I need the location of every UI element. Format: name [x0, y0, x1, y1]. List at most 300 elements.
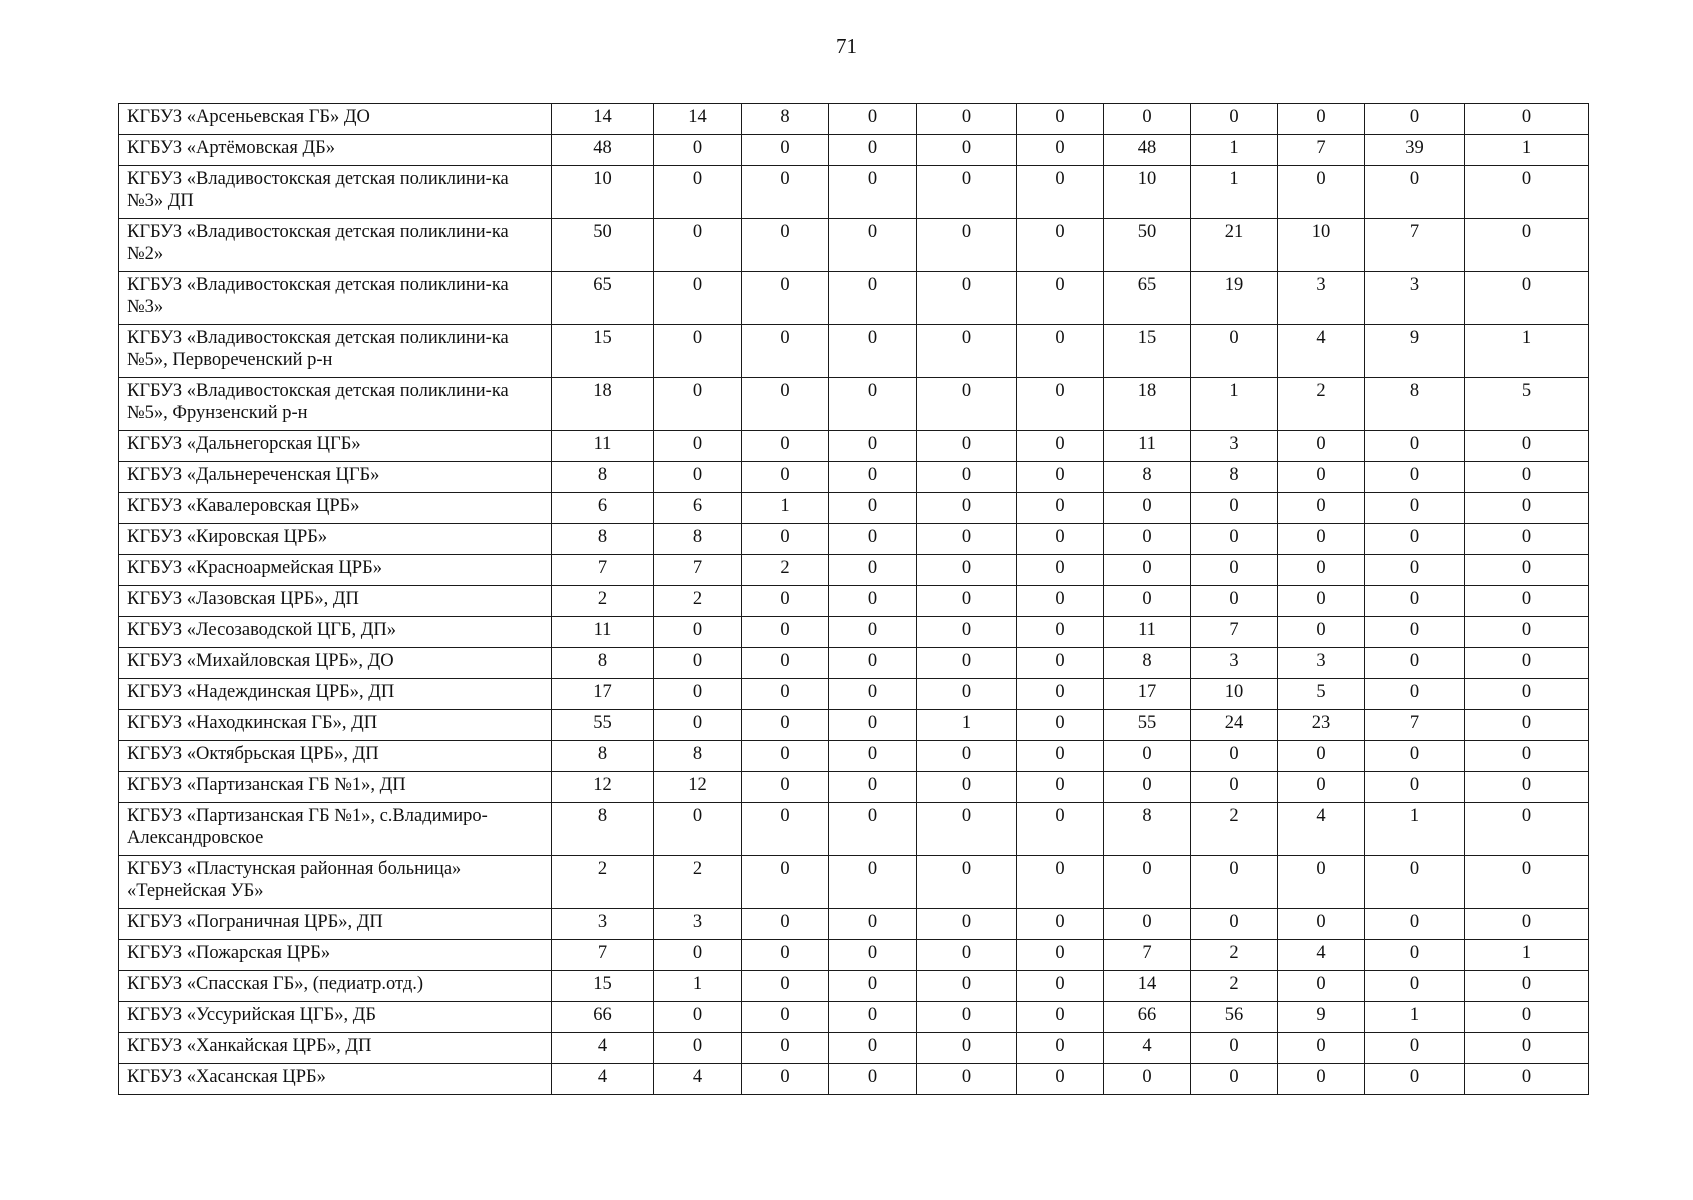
- value-cell-col-11: 0: [1465, 104, 1589, 135]
- value-cell-col-9: 0: [1278, 493, 1365, 524]
- page-number: 71: [836, 34, 857, 58]
- value-cell-col-2: 0: [654, 648, 742, 679]
- value-cell-col-1: 7: [552, 555, 654, 586]
- value-cell-col-11: 0: [1465, 909, 1589, 940]
- value-cell-col-11: 1: [1465, 940, 1589, 971]
- value-cell-col-2: 0: [654, 219, 742, 272]
- value-cell-col-7: 0: [1104, 772, 1191, 803]
- table-row: [119, 648, 1589, 679]
- value-cell-col-4: 0: [829, 219, 917, 272]
- institution-name-cell: КГБУЗ «Дальнереченская ЦГБ»: [119, 462, 552, 493]
- value-cell-col-5: 0: [917, 524, 1017, 555]
- value-cell-col-8: 2: [1191, 940, 1278, 971]
- value-cell-col-4: 0: [829, 648, 917, 679]
- value-cell-col-7: 0: [1104, 909, 1191, 940]
- value-cell-col-4: 0: [829, 135, 917, 166]
- value-cell-col-8: 1: [1191, 378, 1278, 431]
- value-cell-col-7: 0: [1104, 1064, 1191, 1095]
- institution-name-cell: КГБУЗ «Михайловская ЦРБ», ДО: [119, 648, 552, 679]
- table-row: [119, 971, 1589, 1002]
- value-cell-col-2: 2: [654, 586, 742, 617]
- value-cell-col-3: 0: [742, 617, 829, 648]
- value-cell-col-11: 0: [1465, 462, 1589, 493]
- institution-name-cell: КГБУЗ «Пожарская ЦРБ»: [119, 940, 552, 971]
- value-cell-col-11: 0: [1465, 431, 1589, 462]
- value-cell-col-11: 0: [1465, 710, 1589, 741]
- value-cell-col-4: 0: [829, 166, 917, 219]
- value-cell-col-2: 0: [654, 325, 742, 378]
- value-cell-col-6: 0: [1017, 431, 1104, 462]
- value-cell-col-7: 11: [1104, 431, 1191, 462]
- value-cell-col-9: 2: [1278, 378, 1365, 431]
- value-cell-col-1: 55: [552, 710, 654, 741]
- value-cell-col-9: 0: [1278, 524, 1365, 555]
- value-cell-col-11: 1: [1465, 325, 1589, 378]
- value-cell-col-11: 0: [1465, 648, 1589, 679]
- value-cell-col-8: 1: [1191, 166, 1278, 219]
- value-cell-col-7: 66: [1104, 1002, 1191, 1033]
- value-cell-col-2: 3: [654, 909, 742, 940]
- value-cell-col-1: 4: [552, 1064, 654, 1095]
- value-cell-col-6: 0: [1017, 803, 1104, 856]
- table-row: [119, 555, 1589, 586]
- value-cell-col-6: 0: [1017, 555, 1104, 586]
- value-cell-col-8: 19: [1191, 272, 1278, 325]
- value-cell-col-5: 0: [917, 462, 1017, 493]
- value-cell-col-5: 0: [917, 325, 1017, 378]
- value-cell-col-6: 0: [1017, 679, 1104, 710]
- value-cell-col-8: 0: [1191, 856, 1278, 909]
- table-row: [119, 325, 1589, 378]
- value-cell-col-11: 0: [1465, 856, 1589, 909]
- value-cell-col-7: 17: [1104, 679, 1191, 710]
- value-cell-col-6: 0: [1017, 325, 1104, 378]
- value-cell-col-7: 18: [1104, 378, 1191, 431]
- value-cell-col-4: 0: [829, 617, 917, 648]
- table-row: [119, 493, 1589, 524]
- value-cell-col-10: 0: [1365, 1033, 1465, 1064]
- value-cell-col-5: 0: [917, 586, 1017, 617]
- value-cell-col-4: 0: [829, 1002, 917, 1033]
- value-cell-col-9: 0: [1278, 617, 1365, 648]
- value-cell-col-3: 0: [742, 710, 829, 741]
- institution-name-cell: КГБУЗ «Пограничная ЦРБ», ДП: [119, 909, 552, 940]
- value-cell-col-5: 0: [917, 135, 1017, 166]
- value-cell-col-4: 0: [829, 971, 917, 1002]
- institution-name-cell: КГБУЗ «Красноармейская ЦРБ»: [119, 555, 552, 586]
- table-row: [119, 219, 1589, 272]
- value-cell-col-3: 0: [742, 272, 829, 325]
- value-cell-col-8: 8: [1191, 462, 1278, 493]
- table-row: [119, 1002, 1589, 1033]
- table-row: [119, 856, 1589, 909]
- value-cell-col-10: 9: [1365, 325, 1465, 378]
- value-cell-col-10: 0: [1365, 971, 1465, 1002]
- value-cell-col-5: 0: [917, 1064, 1017, 1095]
- value-cell-col-3: 0: [742, 1033, 829, 1064]
- table-row: [119, 166, 1589, 219]
- value-cell-col-6: 0: [1017, 710, 1104, 741]
- value-cell-col-3: 0: [742, 586, 829, 617]
- value-cell-col-1: 2: [552, 856, 654, 909]
- value-cell-col-4: 0: [829, 431, 917, 462]
- value-cell-col-6: 0: [1017, 741, 1104, 772]
- value-cell-col-2: 4: [654, 1064, 742, 1095]
- institution-name-cell: КГБУЗ «Кировская ЦРБ»: [119, 524, 552, 555]
- value-cell-col-5: 0: [917, 493, 1017, 524]
- value-cell-col-7: 48: [1104, 135, 1191, 166]
- value-cell-col-9: 0: [1278, 166, 1365, 219]
- value-cell-col-1: 8: [552, 648, 654, 679]
- value-cell-col-1: 7: [552, 940, 654, 971]
- value-cell-col-3: 0: [742, 524, 829, 555]
- value-cell-col-4: 0: [829, 586, 917, 617]
- value-cell-col-8: 2: [1191, 971, 1278, 1002]
- institution-name-cell: КГБУЗ «Спасская ГБ», (педиатр.отд.): [119, 971, 552, 1002]
- value-cell-col-11: 0: [1465, 617, 1589, 648]
- table-row: [119, 462, 1589, 493]
- value-cell-col-5: 0: [917, 431, 1017, 462]
- value-cell-col-10: 0: [1365, 772, 1465, 803]
- table-row: [119, 679, 1589, 710]
- value-cell-col-5: 0: [917, 166, 1017, 219]
- value-cell-col-8: 3: [1191, 648, 1278, 679]
- value-cell-col-6: 0: [1017, 272, 1104, 325]
- value-cell-col-11: 0: [1465, 272, 1589, 325]
- value-cell-col-1: 8: [552, 524, 654, 555]
- value-cell-col-3: 0: [742, 856, 829, 909]
- value-cell-col-7: 50: [1104, 219, 1191, 272]
- value-cell-col-5: 0: [917, 772, 1017, 803]
- value-cell-col-11: 0: [1465, 493, 1589, 524]
- institution-name-cell: КГБУЗ «Владивостокская детская поликлини-ка №2»: [119, 219, 552, 272]
- value-cell-col-8: 0: [1191, 1033, 1278, 1064]
- value-cell-col-9: 0: [1278, 909, 1365, 940]
- value-cell-col-7: 15: [1104, 325, 1191, 378]
- value-cell-col-2: 8: [654, 524, 742, 555]
- value-cell-col-6: 0: [1017, 1033, 1104, 1064]
- value-cell-col-1: 48: [552, 135, 654, 166]
- institution-name-cell: КГБУЗ «Уссурийская ЦГБ», ДБ: [119, 1002, 552, 1033]
- value-cell-col-6: 0: [1017, 1002, 1104, 1033]
- table-row: [119, 741, 1589, 772]
- institution-name-cell: КГБУЗ «Октябрьская ЦРБ», ДП: [119, 741, 552, 772]
- value-cell-col-5: 0: [917, 1033, 1017, 1064]
- value-cell-col-4: 0: [829, 741, 917, 772]
- value-cell-col-4: 0: [829, 803, 917, 856]
- value-cell-col-9: 3: [1278, 272, 1365, 325]
- value-cell-col-6: 0: [1017, 648, 1104, 679]
- value-cell-col-10: 0: [1365, 462, 1465, 493]
- value-cell-col-6: 0: [1017, 1064, 1104, 1095]
- value-cell-col-6: 0: [1017, 586, 1104, 617]
- value-cell-col-3: 0: [742, 940, 829, 971]
- value-cell-col-8: 7: [1191, 617, 1278, 648]
- value-cell-col-4: 0: [829, 378, 917, 431]
- value-cell-col-2: 0: [654, 166, 742, 219]
- value-cell-col-4: 0: [829, 325, 917, 378]
- value-cell-col-1: 18: [552, 378, 654, 431]
- table-row: [119, 524, 1589, 555]
- value-cell-col-6: 0: [1017, 940, 1104, 971]
- value-cell-col-10: 0: [1365, 555, 1465, 586]
- value-cell-col-10: 0: [1365, 940, 1465, 971]
- value-cell-col-10: 7: [1365, 710, 1465, 741]
- value-cell-col-3: 0: [742, 1002, 829, 1033]
- value-cell-col-11: 0: [1465, 1064, 1589, 1095]
- value-cell-col-5: 0: [917, 971, 1017, 1002]
- value-cell-col-1: 17: [552, 679, 654, 710]
- value-cell-col-3: 0: [742, 803, 829, 856]
- value-cell-col-3: 2: [742, 555, 829, 586]
- institution-name-cell: КГБУЗ «Владивостокская детская поликлини-ка №5», Первореченский р-н: [119, 325, 552, 378]
- value-cell-col-5: 0: [917, 1002, 1017, 1033]
- table-row: [119, 1064, 1589, 1095]
- value-cell-col-3: 0: [742, 909, 829, 940]
- value-cell-col-4: 0: [829, 104, 917, 135]
- value-cell-col-1: 10: [552, 166, 654, 219]
- value-cell-col-9: 0: [1278, 971, 1365, 1002]
- institution-name-cell: КГБУЗ «Владивостокская детская поликлини-ка №5», Фрунзенский р-н: [119, 378, 552, 431]
- value-cell-col-6: 0: [1017, 219, 1104, 272]
- value-cell-col-3: 0: [742, 325, 829, 378]
- value-cell-col-10: 7: [1365, 219, 1465, 272]
- value-cell-col-10: 0: [1365, 741, 1465, 772]
- value-cell-col-9: 0: [1278, 104, 1365, 135]
- value-cell-col-10: 0: [1365, 679, 1465, 710]
- value-cell-col-5: 0: [917, 617, 1017, 648]
- value-cell-col-8: 0: [1191, 493, 1278, 524]
- value-cell-col-11: 0: [1465, 1033, 1589, 1064]
- value-cell-col-1: 4: [552, 1033, 654, 1064]
- value-cell-col-8: 0: [1191, 325, 1278, 378]
- value-cell-col-2: 8: [654, 741, 742, 772]
- value-cell-col-7: 0: [1104, 104, 1191, 135]
- value-cell-col-9: 0: [1278, 1064, 1365, 1095]
- value-cell-col-9: 7: [1278, 135, 1365, 166]
- value-cell-col-10: 0: [1365, 524, 1465, 555]
- value-cell-col-10: 39: [1365, 135, 1465, 166]
- value-cell-col-3: 0: [742, 648, 829, 679]
- value-cell-col-7: 8: [1104, 803, 1191, 856]
- value-cell-col-10: 0: [1365, 104, 1465, 135]
- value-cell-col-1: 3: [552, 909, 654, 940]
- value-cell-col-11: 0: [1465, 772, 1589, 803]
- value-cell-col-2: 0: [654, 378, 742, 431]
- value-cell-col-2: 0: [654, 940, 742, 971]
- value-cell-col-9: 4: [1278, 803, 1365, 856]
- value-cell-col-3: 0: [742, 462, 829, 493]
- value-cell-col-6: 0: [1017, 104, 1104, 135]
- value-cell-col-8: 0: [1191, 586, 1278, 617]
- value-cell-col-8: 24: [1191, 710, 1278, 741]
- institution-name-cell: КГБУЗ «Надеждинская ЦРБ», ДП: [119, 679, 552, 710]
- value-cell-col-5: 0: [917, 378, 1017, 431]
- institution-name-cell: КГБУЗ «Партизанская ГБ №1», ДП: [119, 772, 552, 803]
- value-cell-col-4: 0: [829, 524, 917, 555]
- table-row: [119, 772, 1589, 803]
- value-cell-col-4: 0: [829, 462, 917, 493]
- table-row: [119, 710, 1589, 741]
- institution-name-cell: КГБУЗ «Пластунская районная больница» «Тернейская УБ»: [119, 856, 552, 909]
- value-cell-col-5: 1: [917, 710, 1017, 741]
- institution-name-cell: КГБУЗ «Партизанская ГБ №1», с.Владимиро-Александровское: [119, 803, 552, 856]
- value-cell-col-7: 7: [1104, 940, 1191, 971]
- value-cell-col-2: 1: [654, 971, 742, 1002]
- value-cell-col-6: 0: [1017, 493, 1104, 524]
- value-cell-col-10: 0: [1365, 166, 1465, 219]
- institution-name-cell: КГБУЗ «Хасанская ЦРБ»: [119, 1064, 552, 1095]
- value-cell-col-8: 0: [1191, 104, 1278, 135]
- value-cell-col-2: 0: [654, 1033, 742, 1064]
- value-cell-col-2: 0: [654, 803, 742, 856]
- value-cell-col-6: 0: [1017, 617, 1104, 648]
- value-cell-col-9: 5: [1278, 679, 1365, 710]
- value-cell-col-2: 7: [654, 555, 742, 586]
- institution-name-cell: КГБУЗ «Кавалеровская ЦРБ»: [119, 493, 552, 524]
- value-cell-col-8: 3: [1191, 431, 1278, 462]
- value-cell-col-6: 0: [1017, 166, 1104, 219]
- value-cell-col-1: 12: [552, 772, 654, 803]
- value-cell-col-4: 0: [829, 493, 917, 524]
- value-cell-col-5: 0: [917, 272, 1017, 325]
- value-cell-col-10: 0: [1365, 1064, 1465, 1095]
- value-cell-col-11: 0: [1465, 524, 1589, 555]
- value-cell-col-6: 0: [1017, 856, 1104, 909]
- value-cell-col-8: 0: [1191, 741, 1278, 772]
- table-row: [119, 940, 1589, 971]
- value-cell-col-7: 8: [1104, 462, 1191, 493]
- value-cell-col-8: 10: [1191, 679, 1278, 710]
- value-cell-col-3: 0: [742, 431, 829, 462]
- value-cell-col-11: 0: [1465, 803, 1589, 856]
- table-row: [119, 378, 1589, 431]
- value-cell-col-10: 0: [1365, 586, 1465, 617]
- value-cell-col-3: 0: [742, 1064, 829, 1095]
- value-cell-col-7: 8: [1104, 648, 1191, 679]
- value-cell-col-5: 0: [917, 940, 1017, 971]
- value-cell-col-8: 2: [1191, 803, 1278, 856]
- value-cell-col-2: 14: [654, 104, 742, 135]
- value-cell-col-4: 0: [829, 856, 917, 909]
- institution-name-cell: КГБУЗ «Находкинская ГБ», ДП: [119, 710, 552, 741]
- value-cell-col-3: 0: [742, 772, 829, 803]
- value-cell-col-3: 0: [742, 166, 829, 219]
- table-row: [119, 909, 1589, 940]
- value-cell-col-7: 4: [1104, 1033, 1191, 1064]
- value-cell-col-2: 12: [654, 772, 742, 803]
- value-cell-col-9: 4: [1278, 325, 1365, 378]
- value-cell-col-3: 0: [742, 741, 829, 772]
- value-cell-col-4: 0: [829, 710, 917, 741]
- value-cell-col-7: 0: [1104, 555, 1191, 586]
- value-cell-col-9: 0: [1278, 856, 1365, 909]
- value-cell-col-7: 0: [1104, 586, 1191, 617]
- value-cell-col-3: 1: [742, 493, 829, 524]
- value-cell-col-2: 0: [654, 272, 742, 325]
- value-cell-col-8: 1: [1191, 135, 1278, 166]
- value-cell-col-7: 11: [1104, 617, 1191, 648]
- value-cell-col-9: 0: [1278, 555, 1365, 586]
- value-cell-col-4: 0: [829, 772, 917, 803]
- value-cell-col-5: 0: [917, 909, 1017, 940]
- value-cell-col-1: 8: [552, 462, 654, 493]
- value-cell-col-1: 8: [552, 803, 654, 856]
- value-cell-col-3: 8: [742, 104, 829, 135]
- value-cell-col-3: 0: [742, 135, 829, 166]
- value-cell-col-9: 3: [1278, 648, 1365, 679]
- value-cell-col-10: 0: [1365, 431, 1465, 462]
- value-cell-col-10: 8: [1365, 378, 1465, 431]
- value-cell-col-1: 15: [552, 325, 654, 378]
- value-cell-col-11: 0: [1465, 586, 1589, 617]
- value-cell-col-10: 0: [1365, 648, 1465, 679]
- value-cell-col-2: 6: [654, 493, 742, 524]
- value-cell-col-5: 0: [917, 104, 1017, 135]
- value-cell-col-10: 0: [1365, 856, 1465, 909]
- value-cell-col-1: 8: [552, 741, 654, 772]
- value-cell-col-2: 0: [654, 431, 742, 462]
- value-cell-col-2: 0: [654, 679, 742, 710]
- value-cell-col-2: 0: [654, 462, 742, 493]
- value-cell-col-10: 0: [1365, 617, 1465, 648]
- value-cell-col-1: 50: [552, 219, 654, 272]
- value-cell-col-6: 0: [1017, 524, 1104, 555]
- value-cell-col-5: 0: [917, 555, 1017, 586]
- table-row: [119, 135, 1589, 166]
- value-cell-col-8: 21: [1191, 219, 1278, 272]
- value-cell-col-2: 0: [654, 617, 742, 648]
- value-cell-col-11: 0: [1465, 166, 1589, 219]
- value-cell-col-10: 1: [1365, 803, 1465, 856]
- value-cell-col-9: 0: [1278, 772, 1365, 803]
- value-cell-col-2: 0: [654, 1002, 742, 1033]
- value-cell-col-7: 0: [1104, 741, 1191, 772]
- value-cell-col-2: 0: [654, 135, 742, 166]
- value-cell-col-5: 0: [917, 741, 1017, 772]
- value-cell-col-2: 2: [654, 856, 742, 909]
- table-row: [119, 104, 1589, 135]
- value-cell-col-5: 0: [917, 679, 1017, 710]
- value-cell-col-9: 0: [1278, 1033, 1365, 1064]
- value-cell-col-3: 0: [742, 219, 829, 272]
- value-cell-col-11: 0: [1465, 219, 1589, 272]
- institution-name-cell: КГБУЗ «Дальнегорская ЦГБ»: [119, 431, 552, 462]
- value-cell-col-6: 0: [1017, 909, 1104, 940]
- value-cell-col-1: 14: [552, 104, 654, 135]
- table-row: [119, 272, 1589, 325]
- value-cell-col-3: 0: [742, 679, 829, 710]
- value-cell-col-10: 1: [1365, 1002, 1465, 1033]
- value-cell-col-1: 66: [552, 1002, 654, 1033]
- institution-name-cell: КГБУЗ «Артёмовская ДБ»: [119, 135, 552, 166]
- value-cell-col-5: 0: [917, 856, 1017, 909]
- value-cell-col-6: 0: [1017, 772, 1104, 803]
- value-cell-col-5: 0: [917, 648, 1017, 679]
- value-cell-col-4: 0: [829, 940, 917, 971]
- table-row: [119, 803, 1589, 856]
- value-cell-col-1: 11: [552, 617, 654, 648]
- value-cell-col-7: 14: [1104, 971, 1191, 1002]
- value-cell-col-11: 5: [1465, 378, 1589, 431]
- institution-name-cell: КГБУЗ «Лазовская ЦРБ», ДП: [119, 586, 552, 617]
- hospital-data-table: [118, 103, 1589, 1095]
- table-row: [119, 586, 1589, 617]
- value-cell-col-4: 0: [829, 272, 917, 325]
- value-cell-col-7: 0: [1104, 856, 1191, 909]
- value-cell-col-4: 0: [829, 1033, 917, 1064]
- value-cell-col-11: 0: [1465, 741, 1589, 772]
